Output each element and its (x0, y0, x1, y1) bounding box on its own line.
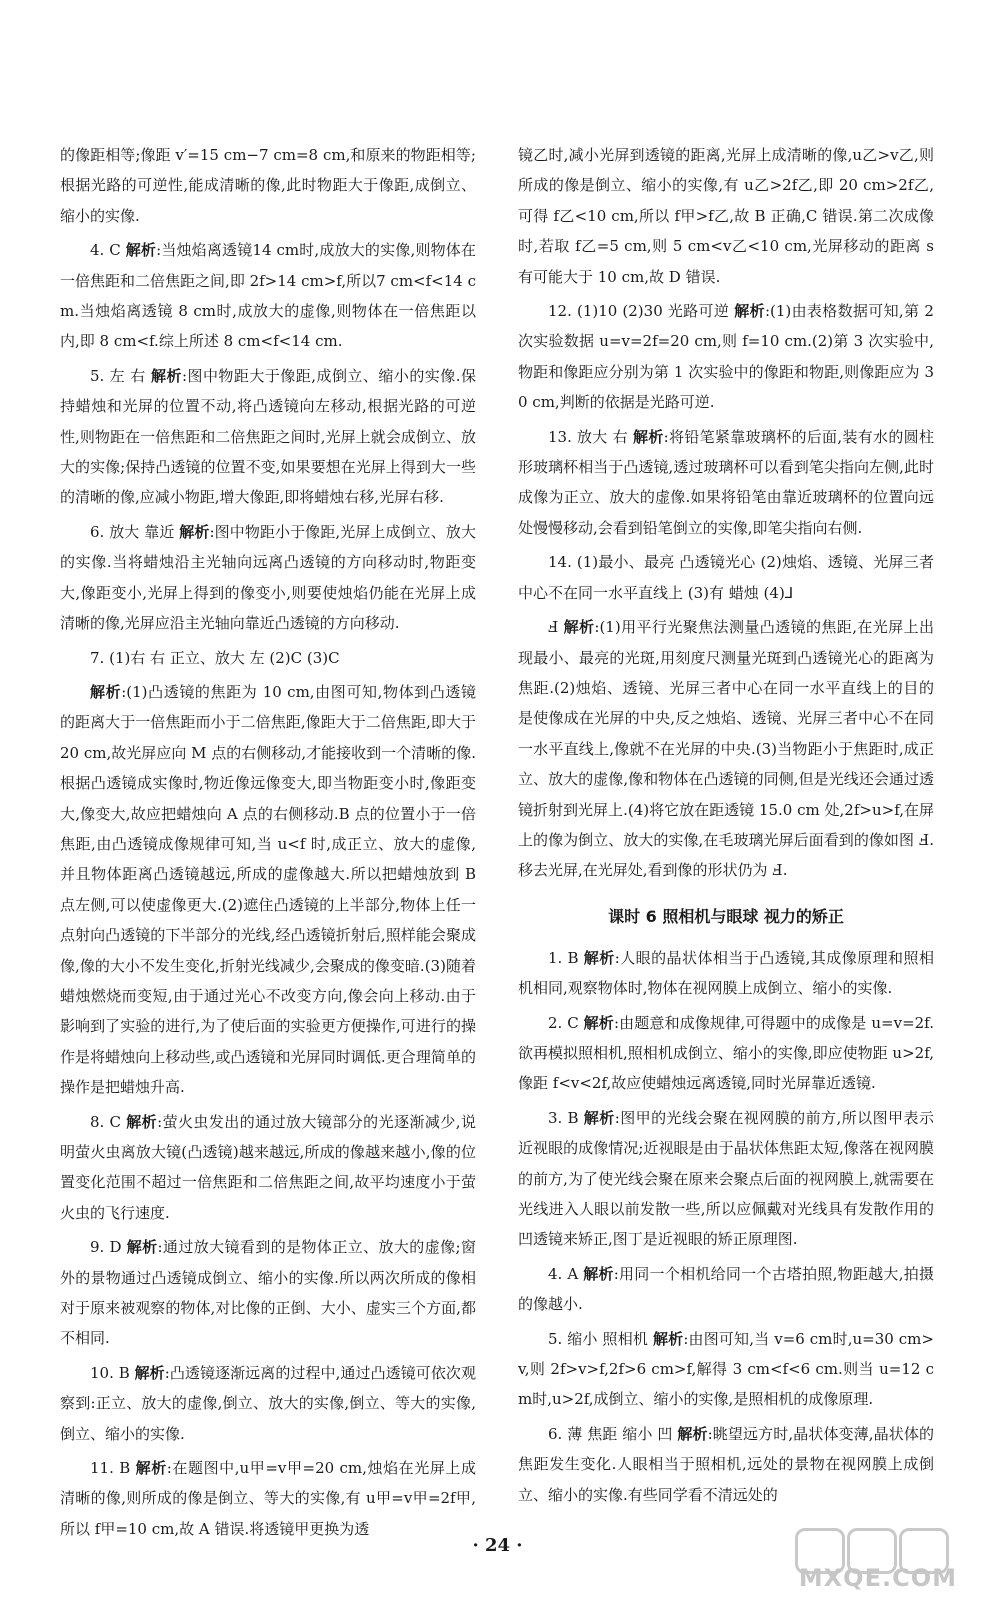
answer-text: (1)最小、最亮 凸透镜光心 (2)烛焰、透镜、光屏三者中心不在同一水平直线上 (3)有 蜡烛 (4)⅃ (518, 553, 934, 602)
answer-paragraph (60, 677, 476, 1103)
answer-paragraph (518, 1419, 934, 1510)
analysis-text: :人眼的晶状体相当于凸透镜,其成像原理和照相机相同,观察物体时,物体在视网膜上成倒立、缩小的实像. (518, 948, 934, 998)
answer-text: 放大 靠近 (109, 522, 175, 541)
question-number: 5. (548, 1329, 563, 1348)
answer-paragraph (518, 943, 934, 1004)
analysis-text: :在题图中,u甲=v甲=20 cm,烛焰在光屏上成清晰的像,则所成的像是倒立、等大的实像,有 u甲=v甲=2f甲,所以 f甲=10 cm,故 A 错误.将透镜甲更换为透 (60, 1459, 476, 1538)
analysis-text: :图甲的光线会聚在视网膜的前方,所以图甲表示近视眼的成像情况;近视眼是由于晶状体焦距太短,像落在视网膜的前方,为了使光线会聚在原来会聚点后面的视网膜上,就需要在光线进入人眼以前发散一些,所以应佩戴对光线具有发散作用的凹透镜来矫正,图丁是近视眼的矫正原理图. (518, 1108, 934, 1249)
analysis-label: 解析 (151, 366, 182, 385)
analysis-label: 解析 (633, 427, 664, 446)
answer-paragraph (60, 140, 476, 231)
analysis-label: 解析 (126, 1112, 158, 1131)
question-number: 5. (90, 366, 105, 385)
analysis-label: 解析 (583, 948, 615, 967)
question-number: 6. (90, 522, 105, 541)
answer-paragraph (518, 612, 934, 886)
answer-text: 左 右 (109, 366, 146, 385)
answer-paragraph (518, 140, 934, 292)
watermark-url: MXQE.COM (798, 1564, 957, 1592)
answer-text: C (109, 241, 121, 260)
analysis-label: 解析 (677, 1424, 708, 1443)
answer-paragraph (518, 547, 934, 608)
question-number: 2. (548, 1013, 563, 1032)
question-number: 12. (548, 302, 572, 321)
question-number: 8. (90, 1112, 105, 1131)
question-number: 7. (90, 648, 105, 667)
analysis-text: :(1)由表格数据可知,第 2 次实验数据 u=v=2f=20 cm,则 f=10 cm.(2)第 3 次实验中,物距和像距应分别为第 1 次实验中的像距和物距,则像距应为 30 cm,判断的依据是光路可逆. (518, 302, 934, 412)
section-title: 课时 6 照相机与眼球 视力的矫正 (608, 906, 844, 926)
analysis-text: :萤火虫发出的通过放大镜部分的光逐渐减少,说明萤火虫离放大镜(凸透镜)越来越远,所成的像越来越小,像的位置变化范围不超过一倍焦距和二倍焦距之间,故平均速度小于萤火虫的飞行速度. (60, 1112, 476, 1222)
analysis-text: :由图可知,当 v=6 cm时,u=30 cm>v,则 2f>v>f,2f>6 cm>f,解得 3 cm<f<6 cm.则当 u=12 cm时,u>2f,成倒立、缩小的实像,是照相机的成像原理. (518, 1329, 934, 1409)
question-number: 14. (548, 553, 572, 572)
answer-text: D (109, 1238, 122, 1257)
answer-paragraph (60, 1107, 476, 1229)
answer-paragraph (518, 1259, 934, 1320)
analysis-label: 解析 (179, 522, 210, 541)
answer-text: A (567, 1264, 579, 1283)
answer-paragraph (60, 361, 476, 513)
answer-paragraph (60, 1453, 476, 1544)
answer-paragraph (60, 1232, 476, 1354)
analysis-label: 解析 (583, 1013, 614, 1032)
answer-paragraph (518, 1008, 934, 1099)
answer-text: 缩小 照相机 (567, 1329, 649, 1348)
answer-text: (1)10 (2)30 光路可逆 (576, 302, 730, 321)
analysis-text: :凸透镜逐渐远离的过程中,通过凸透镜可依次观察到:正立、放大的虚像,倒立、放大的实像,倒立、等大的实像,倒立、缩小的实像. (60, 1363, 476, 1443)
analysis-text: 镜乙时,减小光屏到透镜的距离,光屏上成清晰的像,u乙>v乙,则所成的像是倒立、缩小的实像,有 u乙>2f乙,即 20 cm>2f乙,可得 f乙<10 cm,所以 f甲>f乙,故 B 正确,C 错误.第二次成像时,若取 f乙=5 cm,则 5 cm<v乙<10 cm,光屏移动的距离 s 有可能大于 10 cm,故 D 错误. (518, 146, 934, 286)
analysis-text: 的像距相等;像距 v′=15 cm−7 cm=8 cm,和原来的物距相等;根据光路的可逆性,能成清晰的像,此时物距大于像距,成倒立、缩小的实像. (60, 146, 476, 225)
analysis-text: :将铅笔紧靠玻璃杯的后面,装有水的圆柱形玻璃杯相当于凸透镜,透过玻璃杯可以看到笔尖指向左侧,此时成像为正立、放大的虚像.如果将铅笔由靠近玻璃杯的位置向远处慢慢移动,会看到铅笔倒立的实像,即笔尖指向右侧. (518, 427, 934, 537)
analysis-label: 解析 (652, 1329, 684, 1348)
answer-paragraph (518, 296, 934, 418)
analysis-label: 解析 (90, 682, 122, 701)
analysis-label: 解析 (134, 1363, 165, 1382)
question-number: 11. (90, 1459, 114, 1478)
answer-text: B (567, 1108, 579, 1127)
answer-text: C (567, 1013, 579, 1032)
analysis-label: 解析 (583, 1108, 615, 1127)
answer-paragraph (60, 643, 476, 673)
answer-paragraph (518, 1324, 934, 1415)
analysis-text: :(1)凸透镜的焦距为 10 cm,由图可知,物体到凸透镜的距离大于一倍焦距而小于二倍焦距,像距大于二倍焦距,即大于 20 cm,故光屏应向 M 点的右侧移动,才能接收到一个清晰的像.根据凸透镜成实像时,物近像远像变大,即当物距变小时,像距变大,像变大,故应把蜡烛向 A 点的右侧移动.B 点的位置小于一倍焦距,由凸透镜成像规律可知,当 u<f 时,成正立、放大的虚像,并且物体距离凸透镜越远,所成的虚像越大.所以把蜡烛放到 B 点左侧,可以使虚像更大.(2)遮住凸透镜的上半部分,物体上任一点射向凸透镜的下半部分的光线,经凸透镜折射后,照样能会聚成像,像的大小不发生变化,折射光线减少,会聚成的像变暗.(3)随着蜡烛燃烧而变短,由于通过光心不改变方向,像会向上移动.由于影响到了实验的进行,为了使后面的实验更方便操作,可进行的操作是将蜡烛向上移动些,或凸透镜和光屏同时调低.更合理简单的操作是把蜡烛升高. (60, 682, 476, 1097)
prefix-glyph: Ⅎ (548, 618, 564, 637)
analysis-text: :当烛焰离透镜14 cm时,成放大的实像,则物体在一倍焦距和二倍焦距之间,即 2f>14 cm>f,所以7 cm<f<14 cm.当烛焰离透镜 8 cm时,成放大的虚像,则物体在一倍焦距以内,即 8 cm<f.综上所述 8 cm<f<14 cm. (60, 241, 476, 351)
answer-paragraph (518, 1103, 934, 1255)
analysis-label: 解析 (563, 618, 595, 637)
watermark-logo (787, 1528, 957, 1592)
right-column (518, 140, 934, 1514)
analysis-text: :图中物距小于像距,光屏上成倒立、放大的实像.当将蜡烛沿主光轴向远离凸透镜的方向移动时,物距变大,像距变小,光屏上得到的像变小,则要使烛焰仍能在光屏上成清晰的像,光屏应沿主光轴向靠近凸透镜的方向移动. (60, 522, 476, 633)
analysis-text: :由题意和成像规律,可得题中的成像是 u=v=2f.欲再模拟照相机,照相机成倒立、缩小的实像,即应使物距 u>2f,像距 f<v<2f,故应使蜡烛远离透镜,同时光屏靠近透镜. (518, 1013, 934, 1093)
answer-text: 放大 右 (576, 427, 628, 446)
answer-text: B (118, 1363, 130, 1382)
analysis-text: :图中物距大于像距,成倒立、缩小的实像.保持蜡烛和光屏的位置不动,将凸透镜向左移动,根据光路的可逆性,则物距在一倍焦距和二倍焦距之间时,光屏上就会成倒立、放大的实像;保持凸透镜的位置不变,如果要想在光屏上得到大一些的清晰的像,应减小物距,增大像距,即将蜡烛右移,光屏右移. (60, 366, 476, 507)
question-number: 4. (90, 241, 105, 260)
analysis-label: 解析 (135, 1459, 167, 1478)
question-number: 3. (548, 1108, 563, 1127)
page-number: · 24 · (472, 1535, 523, 1556)
answer-text: B (119, 1459, 131, 1478)
left-column (60, 140, 476, 1548)
question-number: 4. (548, 1264, 563, 1283)
analysis-text: :(1)用平行光聚焦法测量凸透镜的焦距,在光屏上出现最小、最亮的光斑,用刻度尺测量光斑到凸透镜光心的距离为焦距.(2)烛焰、透镜、光屏三者中心在同一水平直线上的目的是使像成在光屏的中央,反之烛焰、透镜、光屏三者中心不在同一水平直线上,像就不在光屏的中央.(3)当物距小于焦距时,成正立、放大的虚像,像和物体在凸透镜的同侧,但是光线还会通过透镜折射到光屏上.(4)将它放在距透镜 15.0 cm 处,2f>u>f,在屏上的像为倒立、放大的实像,在毛玻璃光屏后面看到的像如图 Ⅎ.移去光屏,在光屏处,看到像的形状仍为 Ⅎ. (518, 618, 934, 880)
answer-paragraph (60, 517, 476, 639)
answer-text: 薄 焦距 缩小 凹 (567, 1424, 673, 1443)
analysis-label: 解析 (734, 302, 765, 321)
answer-paragraph (60, 1358, 476, 1449)
analysis-label: 解析 (126, 1238, 158, 1257)
analysis-text: :眺望远方时,晶状体变薄,晶状体的焦距发生变化.人眼相当于照相机,远处的景物在视网膜上成倒立、缩小的实像.有些同学看不清远处的 (518, 1424, 934, 1504)
question-number: 9. (90, 1238, 105, 1257)
answer-text: C (109, 1112, 121, 1131)
analysis-label: 解析 (125, 241, 157, 260)
analysis-text: :通过放大镜看到的是物体正立、放大的虚像;窗外的景物通过凸透镜成倒立、缩小的实像.所以两次所成的像相对于原来被观察的物体,对比像的正倒、大小、虚实三个方面,都不相同. (60, 1238, 476, 1348)
question-number: 1. (548, 948, 563, 967)
analysis-text: :用同一个相机给同一个古塔拍照,物距越大,拍摄的像越小. (518, 1264, 934, 1314)
answer-text: B (567, 948, 579, 967)
question-number: 13. (548, 427, 572, 446)
question-number: 6. (548, 1424, 563, 1443)
analysis-label: 解析 (583, 1264, 614, 1283)
answer-paragraph (60, 235, 476, 357)
answer-text: (1)右 右 正立、放大 左 (2)C (3)C (109, 648, 340, 667)
answer-paragraph (518, 422, 934, 544)
question-number: 10. (90, 1363, 114, 1382)
